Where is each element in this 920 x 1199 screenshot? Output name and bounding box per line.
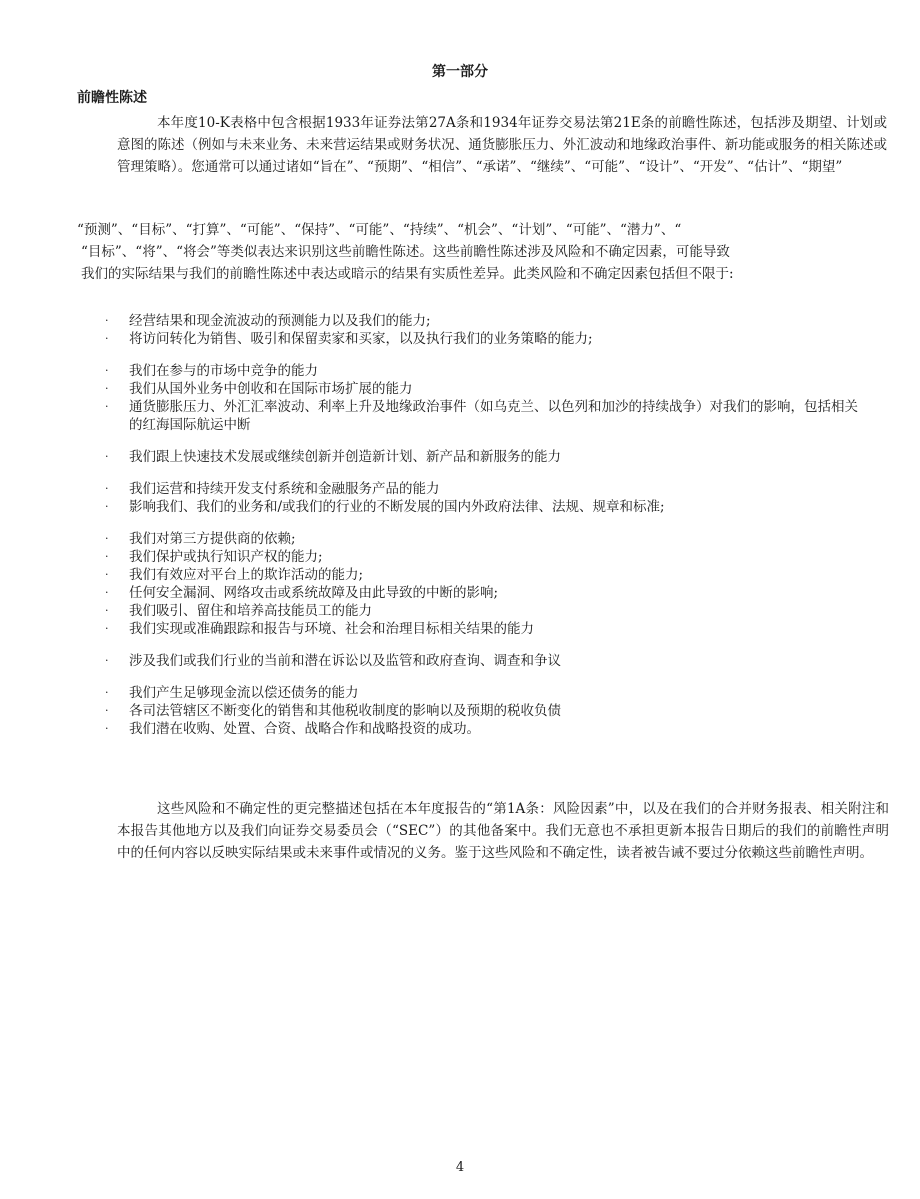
bullet-group	[105, 448, 865, 466]
bullet-group	[105, 530, 865, 638]
list-item	[105, 652, 865, 670]
bullet-icon: ·	[105, 450, 109, 463]
list-item-text: 我们实现或准确跟踪和报告与环境、社会和治理目标相关结果的能力	[129, 621, 534, 637]
list-item-text: 我们跟上快速技术发展或继续创新并创造新计划、新产品和新服务的能力	[129, 449, 561, 465]
bullet-icon: ·	[105, 686, 109, 699]
list-item-text: 将访问转化为销售、吸引和保留卖家和买家，以及执行我们的业务策略的能力;	[129, 331, 593, 347]
list-item	[105, 498, 865, 516]
bullet-icon: ·	[105, 722, 109, 735]
list-item	[105, 480, 865, 498]
list-item	[105, 398, 865, 434]
bullet-icon: ·	[105, 364, 109, 377]
bullet-icon: ·	[105, 332, 109, 345]
page-number: 4	[455, 1160, 465, 1175]
list-item	[105, 584, 865, 602]
list-item-text: 我们有效应对平台上的欺诈活动的能力;	[129, 567, 364, 583]
continuation-block	[77, 219, 920, 285]
list-item-text: 涉及我们或我们行业的当前和潜在诉讼以及监管和政府查询、调查和争议	[129, 653, 561, 669]
continuation-line: “目标”、“将”、“将会”等类似表达来识别这些前瞻性陈述。这些前瞻性陈述涉及风险和不确定因素，可能导致	[81, 244, 730, 260]
bullet-icon: ·	[105, 532, 109, 545]
list-item-text: 经营结果和现金流波动的预测能力以及我们的能力;	[129, 313, 431, 329]
bullet-icon: ·	[105, 622, 109, 635]
list-item	[105, 380, 865, 398]
intro-paragraph: 本年度10-K表格中包含根据1933年证券法第27A条和1934年证券交易法第21E条的前瞻性陈述，包括涉及期望、计划或意图的陈述（例如与未来业务、未来营运结果或财务状况、通货膨胀压力、外汇波动和地缘政治事件、新功能或服务的相关陈述或管理策略）。您通常可以通过诸如“旨在”、“预期”、“相信”、“承诺”、“继续”、“可能”、“设计”、“开发”、“估计”、“期望”	[117, 115, 887, 175]
list-item-text: 通货膨胀压力、外汇汇率波动、利率上升及地缘政治事件（如乌克兰、以色列和加沙的持续战争）对我们的影响，包括相关的红海国际航运中断	[129, 399, 858, 433]
bullet-icon: ·	[105, 400, 109, 413]
list-item	[105, 548, 865, 566]
bullet-icon: ·	[105, 604, 109, 617]
list-item-text: 我们产生足够现金流以偿还债务的能力	[129, 685, 359, 701]
bullet-icon: ·	[105, 586, 109, 599]
closing-paragraph: 这些风险和不确定性的更完整描述包括在本年度报告的“第1A条：风险因素”中，以及在我们的合并财务报表、相关附注和本报告其他地方以及我们向证券交易委员会（“SEC”）的其他备案中。我们无意也不承担更新本报告日期后的我们的前瞻性声明中的任何内容以反映实际结果或未来事件或情况的义务。鉴于这些风险和不确定性，读者被告诫不要过分依赖这些前瞻性声明。	[117, 801, 889, 861]
bullet-group	[105, 652, 865, 670]
list-item-text: 各司法管辖区不断变化的销售和其他税收制度的影响以及预期的税收负债	[129, 703, 561, 719]
list-item	[105, 330, 865, 348]
bullet-icon: ·	[105, 550, 109, 563]
list-item-text: 我们保护或执行知识产权的能力;	[129, 549, 323, 565]
continuation-line: 我们的实际结果与我们的前瞻性陈述中表达或暗示的结果有实质性差异。此类风险和不确定因素包括但不限于:	[81, 266, 734, 282]
list-item	[105, 702, 865, 720]
list-item-text: 我们对第三方提供商的依赖;	[129, 531, 296, 547]
bullet-icon: ·	[105, 568, 109, 581]
list-item	[105, 530, 865, 548]
list-item-text: 任何安全漏洞、网络攻击或系统故障及由此导致的中断的影响;	[129, 585, 499, 601]
section-title: 前瞻性陈述	[77, 90, 147, 106]
bullet-icon: ·	[105, 500, 109, 513]
list-item-text: 我们在参与的市场中竞争的能力	[129, 363, 318, 379]
bullet-group	[105, 362, 865, 434]
part-heading: 第一部分	[432, 64, 488, 80]
list-item-text: 我们潜在收购、处置、合资、战略合作和战略投资的成功。	[129, 721, 480, 737]
list-item	[105, 602, 865, 620]
list-item-text: 我们从国外业务中创收和在国际市场扩展的能力	[129, 381, 413, 397]
list-item-text: 我们运营和持续开发支付系统和金融服务产品的能力	[129, 481, 440, 497]
bullet-group	[105, 312, 865, 348]
bullet-group	[105, 480, 865, 516]
risk-factor-list	[105, 312, 865, 752]
list-item	[105, 362, 865, 380]
bullet-icon: ·	[105, 314, 109, 327]
list-item-text: 影响我们、我们的业务和/或我们的行业的不断发展的国内外政府法律、法规、规章和标准;	[129, 499, 665, 515]
list-item	[105, 620, 865, 638]
bullet-icon: ·	[105, 482, 109, 495]
bullet-icon: ·	[105, 654, 109, 667]
list-item	[105, 312, 865, 330]
list-item-text: 我们吸引、留住和培养高技能员工的能力	[129, 603, 372, 619]
list-item	[105, 720, 865, 738]
list-item	[105, 448, 865, 466]
bullet-icon: ·	[105, 382, 109, 395]
bullet-icon: ·	[105, 704, 109, 717]
list-item	[105, 566, 865, 584]
bullet-group	[105, 684, 865, 738]
continuation-line: “预测”、“目标”、“打算”、“可能”、“保持”、“可能”、“持续”、“机会”、“计划”、“可能”、“潜力”、“	[77, 222, 682, 238]
list-item	[105, 684, 865, 702]
